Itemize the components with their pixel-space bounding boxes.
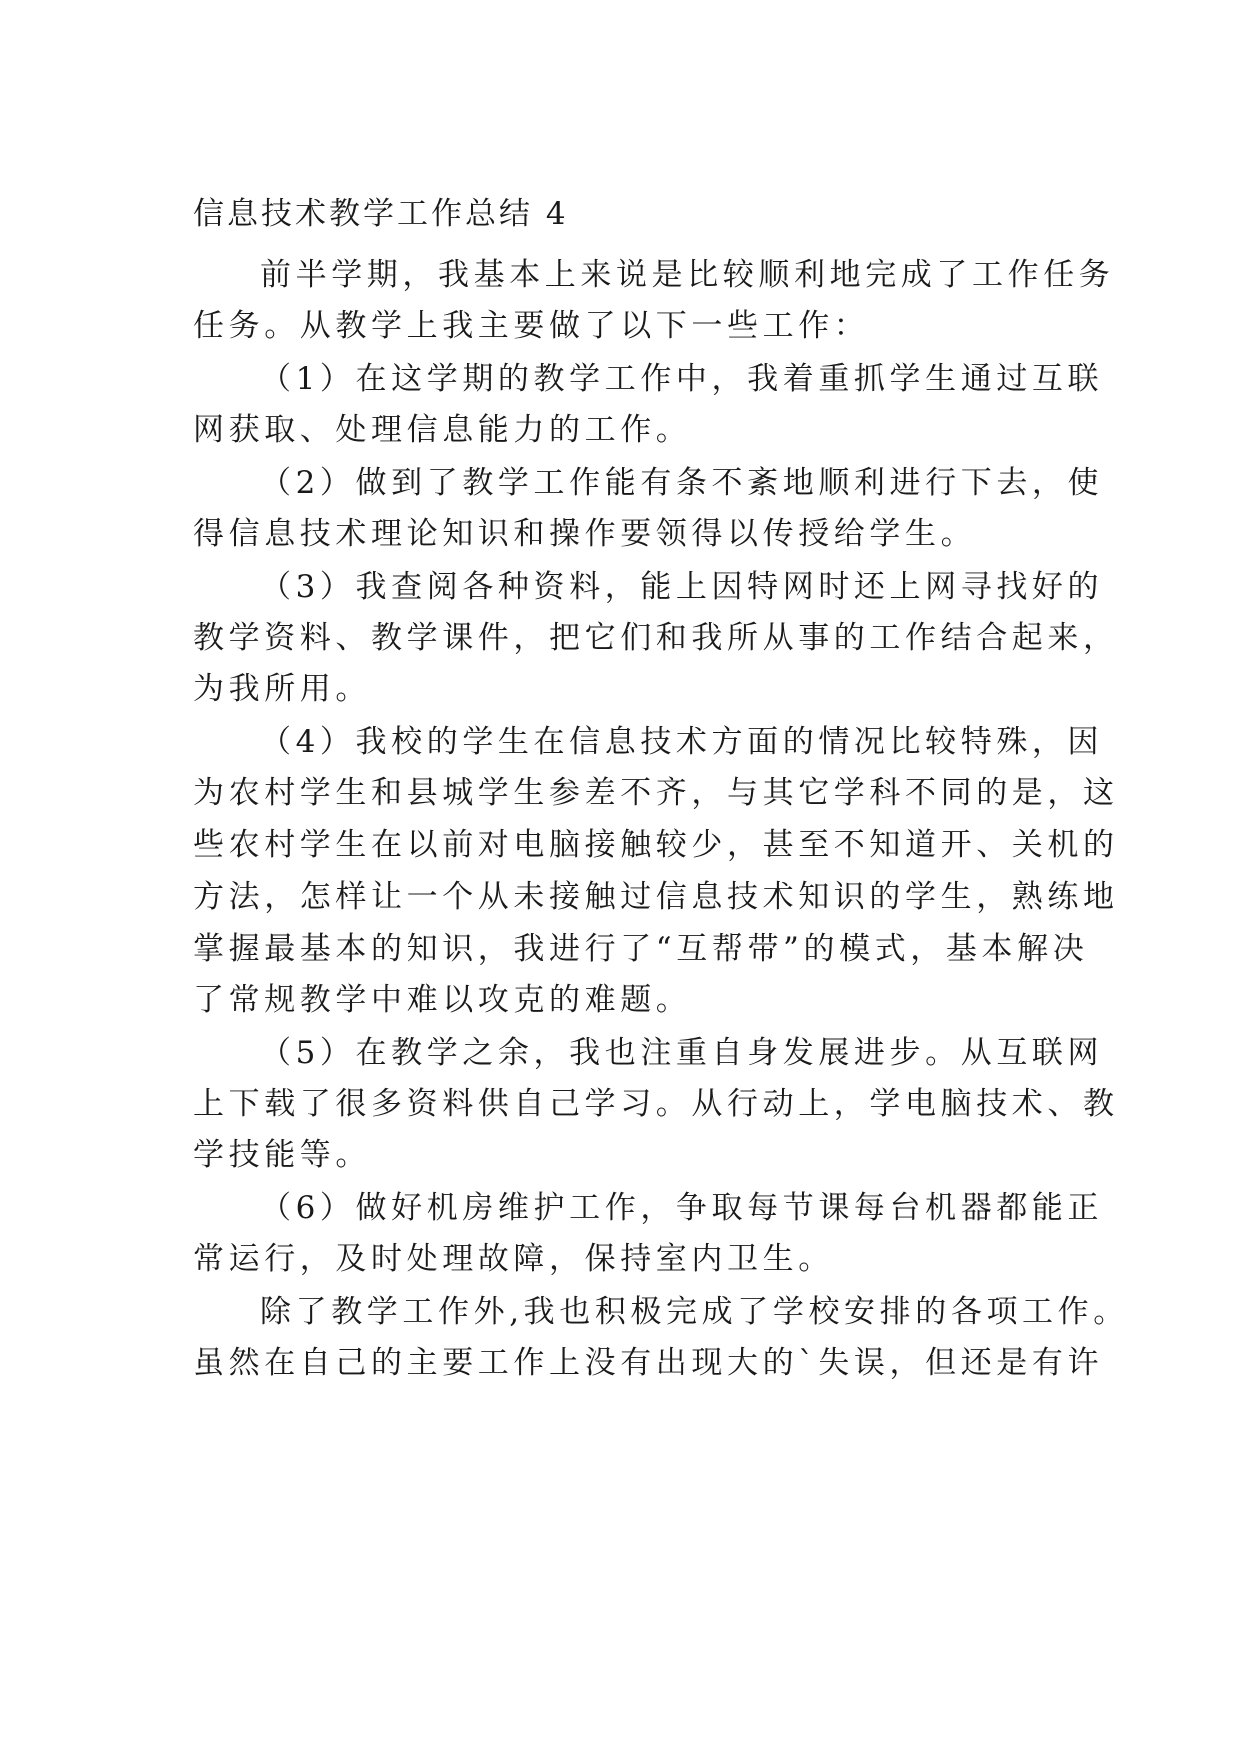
- paragraph-line: 网获取、处理信息能力的工作。: [193, 412, 692, 448]
- paragraph-line: 上下载了很多资料供自己学习。从行动上，学电脑技术、教: [193, 1086, 1119, 1122]
- paragraph-line: 任务。从教学上我主要做了以下一些工作：: [193, 308, 870, 344]
- paragraph-line: （4）我校的学生在信息技术方面的情况比较特殊，因: [260, 724, 1104, 760]
- paragraph-line: （2）做到了教学工作能有条不紊地顺利进行下去，使: [260, 465, 1104, 501]
- paragraph-line: 了常规教学中难以攻克的难题。: [193, 982, 692, 1018]
- paragraph-line: 虽然在自己的主要工作上没有出现大的`失误，但还是有许: [193, 1345, 1104, 1381]
- document-title: 信息技术教学工作总结 4: [193, 196, 569, 232]
- paragraph-line: 掌握最基本的知识，我进行了“互帮带”的模式，基本解决: [193, 931, 1089, 967]
- paragraph-line: （3）我查阅各种资料，能上因特网时还上网寻找好的: [260, 569, 1104, 605]
- paragraph-line: （6）做好机房维护工作，争取每节课每台机器都能正: [260, 1190, 1104, 1226]
- paragraph-line: 得信息技术理论知识和操作要领得以传授给学生。: [193, 516, 977, 552]
- paragraph-line: 学技能等。: [193, 1137, 371, 1173]
- paragraph-line: （5）在教学之余，我也注重自身发展进步。从互联网: [260, 1035, 1104, 1071]
- paragraph-line: 为我所用。: [193, 671, 371, 707]
- paragraph-line: 些农村学生在以前对电脑接触较少，甚至不知道开、关机的: [193, 827, 1119, 863]
- paragraph-line: 常运行，及时处理故障，保持室内卫生。: [193, 1241, 834, 1277]
- paragraph-line: （1）在这学期的教学工作中，我着重抓学生通过互联: [260, 361, 1104, 397]
- paragraph-line: 方法，怎样让一个从未接触过信息技术知识的学生，熟练地: [193, 879, 1119, 915]
- paragraph-line: 除了教学工作外,我也积极完成了学校安排的各项工作。: [260, 1294, 1129, 1330]
- paragraph-line: 教学资料、教学课件，把它们和我所从事的工作结合起来，: [193, 620, 1119, 656]
- paragraph-line: 为农村学生和县城学生参差不齐，与其它学科不同的是，这: [193, 775, 1119, 811]
- paragraph-line: 前半学期，我基本上来说是比较顺利地完成了工作任务: [260, 257, 1115, 293]
